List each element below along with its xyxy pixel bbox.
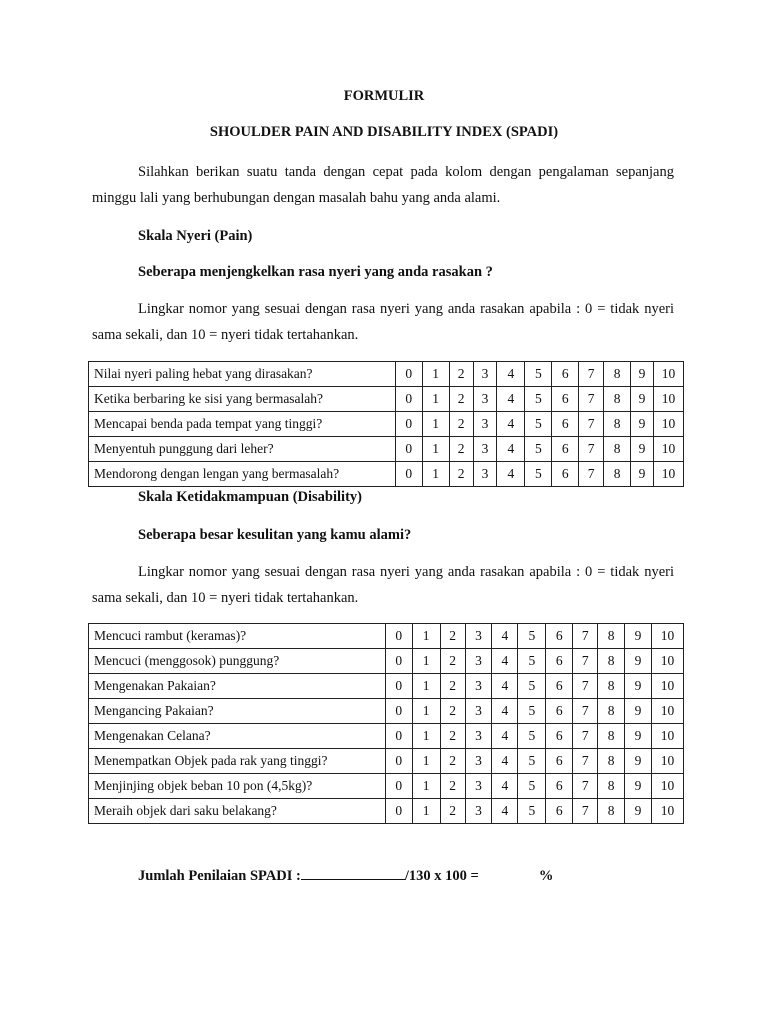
disability-item-label: Mengancing Pakaian? [89, 699, 386, 724]
form-subtitle: SHOULDER PAIN AND DISABILITY INDEX (SPADI) [209, 124, 559, 140]
pain-score-option[interactable]: 2 [449, 462, 473, 487]
disability-score-option[interactable]: 6 [546, 649, 573, 674]
disability-scale-table [88, 623, 684, 824]
disability-score-option[interactable]: 8 [598, 774, 625, 799]
disability-score-option[interactable]: 9 [625, 699, 652, 724]
pain-score-option[interactable]: 7 [579, 437, 604, 462]
disability-score-option[interactable]: 6 [546, 699, 573, 724]
disability-row [89, 799, 684, 824]
disability-score-option[interactable]: 5 [518, 749, 546, 774]
disability-score-option[interactable]: 7 [573, 774, 598, 799]
disability-score-option[interactable]: 9 [625, 799, 652, 824]
disability-score-option[interactable]: 0 [385, 674, 412, 699]
pain-score-option[interactable]: 7 [579, 387, 604, 412]
pain-item-label: Mendorong dengan lengan yang bermasalah? [89, 462, 396, 487]
disability-score-option[interactable]: 3 [465, 724, 492, 749]
disability-score-option[interactable]: 6 [546, 749, 573, 774]
pain-score-option[interactable]: 1 [422, 412, 449, 437]
disability-row [89, 749, 684, 774]
pain-score-option[interactable]: 8 [604, 362, 631, 387]
disability-score-option[interactable]: 2 [440, 649, 465, 674]
pain-score-option[interactable]: 2 [449, 437, 473, 462]
pain-score-option[interactable]: 9 [631, 362, 654, 387]
disability-score-option[interactable]: 10 [652, 699, 684, 724]
disability-score-option[interactable]: 6 [546, 624, 573, 649]
disability-score-option[interactable]: 0 [385, 699, 412, 724]
pain-scale-table [88, 361, 684, 487]
pain-score-option[interactable]: 0 [395, 362, 422, 387]
disability-score-option[interactable]: 6 [546, 724, 573, 749]
disability-score-option[interactable]: 1 [412, 624, 440, 649]
pain-score-option[interactable]: 3 [473, 412, 497, 437]
pain-score-option[interactable]: 1 [422, 387, 449, 412]
disability-score-option[interactable]: 7 [573, 624, 598, 649]
pain-row [89, 362, 684, 387]
pain-instruction: Lingkar nomor yang sesuai dengan rasa nyeri yang anda rasakan apabila : 0 = tidak nyeri sama sekali, dan 10 = nyeri tidak tertahankan. [92, 301, 674, 343]
pain-score-option[interactable]: 10 [653, 437, 683, 462]
disability-score-option[interactable]: 0 [385, 649, 412, 674]
pain-score-option[interactable]: 2 [449, 362, 473, 387]
disability-score-option[interactable]: 2 [440, 774, 465, 799]
disability-score-option[interactable]: 4 [492, 799, 518, 824]
disability-score-option[interactable]: 3 [465, 699, 492, 724]
disability-score-option[interactable]: 0 [385, 749, 412, 774]
disability-score-option[interactable]: 4 [492, 724, 518, 749]
pain-score-option[interactable]: 5 [525, 412, 552, 437]
pain-score-option[interactable]: 8 [604, 437, 631, 462]
disability-score-option[interactable]: 3 [465, 799, 492, 824]
disability-item-label: Menjinjing objek beban 10 pon (4,5kg)? [89, 774, 386, 799]
disability-score-option[interactable]: 10 [652, 674, 684, 699]
pain-score-option[interactable]: 6 [552, 462, 579, 487]
pain-score-option[interactable]: 6 [552, 437, 579, 462]
pain-score-option[interactable]: 10 [653, 462, 683, 487]
disability-score-option[interactable]: 7 [573, 799, 598, 824]
disability-score-option[interactable]: 0 [385, 624, 412, 649]
disability-score-option[interactable]: 10 [652, 624, 684, 649]
disability-score-option[interactable]: 4 [492, 649, 518, 674]
pain-score-option[interactable]: 10 [653, 412, 683, 437]
pain-score-option[interactable]: 3 [473, 462, 497, 487]
disability-score-option[interactable]: 8 [598, 674, 625, 699]
disability-score-option[interactable]: 1 [412, 799, 440, 824]
disability-score-option[interactable]: 8 [598, 799, 625, 824]
disability-score-option[interactable]: 3 [465, 624, 492, 649]
disability-score-option[interactable]: 7 [573, 749, 598, 774]
pain-score-option[interactable]: 8 [604, 387, 631, 412]
pain-score-option[interactable]: 5 [525, 362, 552, 387]
disability-score-option[interactable]: 8 [598, 699, 625, 724]
pain-row [89, 412, 684, 437]
disability-row [89, 649, 684, 674]
disability-score-option[interactable]: 5 [518, 674, 546, 699]
disability-row [89, 699, 684, 724]
disability-row [89, 674, 684, 699]
pain-score-option[interactable]: 4 [497, 412, 525, 437]
disability-score-option[interactable]: 10 [652, 724, 684, 749]
disability-score-option[interactable]: 8 [598, 724, 625, 749]
disability-item-label: Menempatkan Objek pada rak yang tinggi? [89, 749, 386, 774]
disability-score-option[interactable]: 3 [465, 674, 492, 699]
pain-score-option[interactable]: 6 [552, 412, 579, 437]
disability-item-label: Mencuci (menggosok) punggung? [89, 649, 386, 674]
disability-score-option[interactable]: 9 [625, 624, 652, 649]
disability-score-option[interactable]: 4 [492, 749, 518, 774]
disability-score-option[interactable]: 0 [385, 774, 412, 799]
pain-score-option[interactable]: 3 [473, 437, 497, 462]
disability-score-option[interactable]: 0 [385, 799, 412, 824]
pain-score-option[interactable]: 0 [395, 412, 422, 437]
disability-score-option[interactable]: 6 [546, 774, 573, 799]
pain-score-option[interactable]: 4 [497, 387, 525, 412]
pain-heading: Skala Nyeri (Pain) [138, 228, 253, 244]
total-blank[interactable] [301, 866, 405, 880]
disability-row [89, 774, 684, 799]
disability-score-option[interactable]: 5 [518, 774, 546, 799]
pain-score-option[interactable]: 9 [631, 437, 654, 462]
disability-score-option[interactable]: 3 [465, 774, 492, 799]
disability-item-label: Mengenakan Celana? [89, 724, 386, 749]
pain-score-option[interactable]: 5 [525, 437, 552, 462]
disability-score-option[interactable]: 10 [652, 799, 684, 824]
disability-score-option[interactable]: 2 [440, 674, 465, 699]
disability-score-option[interactable]: 10 [652, 749, 684, 774]
pain-score-option[interactable]: 7 [579, 462, 604, 487]
pain-score-option[interactable]: 7 [579, 362, 604, 387]
disability-row [89, 624, 684, 649]
disability-score-option[interactable]: 4 [492, 674, 518, 699]
total-suffix: /130 x 100 = [404, 868, 479, 884]
pain-score-option[interactable]: 4 [497, 362, 525, 387]
pain-question: Seberapa menjengkelkan rasa nyeri yang anda rasakan ? [138, 264, 493, 280]
disability-score-option[interactable]: 7 [573, 649, 598, 674]
pain-score-option[interactable]: 10 [653, 362, 683, 387]
disability-instruction: Lingkar nomor yang sesuai dengan rasa nyeri yang anda rasakan apabila : 0 = tidak nyeri sama sekali, dan 10 = nyeri tidak tertahankan. [92, 564, 674, 606]
disability-score-option[interactable]: 1 [412, 749, 440, 774]
disability-score-option[interactable]: 4 [492, 699, 518, 724]
pain-score-option[interactable]: 6 [552, 362, 579, 387]
pain-score-option[interactable]: 1 [422, 462, 449, 487]
pain-score-option[interactable]: 3 [473, 387, 497, 412]
disability-score-option[interactable]: 4 [492, 774, 518, 799]
pain-score-option[interactable]: 8 [604, 412, 631, 437]
disability-score-option[interactable]: 3 [465, 749, 492, 774]
pain-score-option[interactable]: 3 [473, 362, 497, 387]
disability-score-option[interactable]: 2 [440, 699, 465, 724]
disability-score-option[interactable]: 8 [598, 749, 625, 774]
spadi-total-line [138, 866, 553, 885]
disability-score-option[interactable]: 8 [598, 624, 625, 649]
pain-score-option[interactable]: 2 [449, 412, 473, 437]
disability-score-option[interactable]: 2 [440, 624, 465, 649]
pain-score-option[interactable]: 7 [579, 412, 604, 437]
disability-score-option[interactable]: 1 [412, 699, 440, 724]
pain-score-option[interactable]: 8 [604, 462, 631, 487]
pain-score-option[interactable]: 9 [631, 412, 654, 437]
disability-score-option[interactable]: 1 [412, 774, 440, 799]
pain-score-option[interactable]: 5 [525, 462, 552, 487]
pain-row [89, 437, 684, 462]
pain-score-option[interactable]: 2 [449, 387, 473, 412]
disability-score-option[interactable]: 6 [546, 799, 573, 824]
disability-score-option[interactable]: 10 [652, 649, 684, 674]
total-prefix: Jumlah Penilaian SPADI : [138, 868, 301, 884]
disability-row [89, 724, 684, 749]
disability-score-option[interactable]: 9 [625, 774, 652, 799]
disability-question: Seberapa besar kesulitan yang kamu alami? [138, 527, 412, 543]
disability-score-option[interactable]: 6 [546, 674, 573, 699]
pain-score-option[interactable]: 9 [631, 387, 654, 412]
pain-score-option[interactable]: 6 [552, 387, 579, 412]
disability-score-option[interactable]: 2 [440, 724, 465, 749]
disability-score-option[interactable]: 10 [652, 774, 684, 799]
disability-score-option[interactable]: 9 [625, 749, 652, 774]
total-unit: % [538, 868, 554, 884]
pain-score-option[interactable]: 4 [497, 462, 525, 487]
disability-score-option[interactable]: 2 [440, 749, 465, 774]
disability-score-option[interactable]: 5 [518, 699, 546, 724]
disability-score-option[interactable]: 9 [625, 649, 652, 674]
pain-score-option[interactable]: 10 [653, 387, 683, 412]
pain-score-option[interactable]: 0 [395, 437, 422, 462]
pain-score-option[interactable]: 1 [422, 437, 449, 462]
disability-score-option[interactable]: 2 [440, 799, 465, 824]
pain-item-label: Nilai nyeri paling hebat yang dirasakan? [89, 362, 396, 387]
pain-row [89, 387, 684, 412]
disability-score-option[interactable]: 5 [518, 724, 546, 749]
disability-score-option[interactable]: 4 [492, 624, 518, 649]
pain-score-option[interactable]: 1 [422, 362, 449, 387]
disability-score-option[interactable]: 5 [518, 799, 546, 824]
disability-score-option[interactable]: 5 [518, 649, 546, 674]
disability-score-option[interactable]: 5 [518, 624, 546, 649]
disability-score-option[interactable]: 3 [465, 649, 492, 674]
disability-score-option[interactable]: 7 [573, 699, 598, 724]
disability-score-option[interactable]: 0 [385, 724, 412, 749]
disability-score-option[interactable]: 9 [625, 674, 652, 699]
disability-item-label: Mengenakan Pakaian? [89, 674, 386, 699]
intro-paragraph: Silahkan berikan suatu tanda dengan cepat pada kolom dengan pengalaman sepanjang minggu lali yang berhubungan dengan masalah bahu yang anda alami. [92, 164, 674, 206]
disability-heading: Skala Ketidakmampuan (Disability) [138, 489, 362, 505]
pain-score-option[interactable]: 5 [525, 387, 552, 412]
pain-score-option[interactable]: 0 [395, 462, 422, 487]
disability-score-option[interactable]: 9 [625, 724, 652, 749]
pain-score-option[interactable]: 4 [497, 437, 525, 462]
disability-score-option[interactable]: 1 [412, 649, 440, 674]
pain-item-label: Ketika berbaring ke sisi yang bermasalah? [89, 387, 396, 412]
disability-score-option[interactable]: 7 [573, 674, 598, 699]
disability-score-option[interactable]: 1 [412, 674, 440, 699]
pain-item-label: Mencapai benda pada tempat yang tinggi? [89, 412, 396, 437]
pain-score-option[interactable]: 0 [395, 387, 422, 412]
disability-score-option[interactable]: 7 [573, 724, 598, 749]
form-title: FORMULIR [343, 88, 425, 104]
pain-item-label: Menyentuh punggung dari leher? [89, 437, 396, 462]
disability-score-option[interactable]: 1 [412, 724, 440, 749]
pain-row [89, 462, 684, 487]
disability-score-option[interactable]: 8 [598, 649, 625, 674]
pain-score-option[interactable]: 9 [631, 462, 654, 487]
disability-item-label: Meraih objek dari saku belakang? [89, 799, 386, 824]
disability-item-label: Mencuci rambut (keramas)? [89, 624, 386, 649]
